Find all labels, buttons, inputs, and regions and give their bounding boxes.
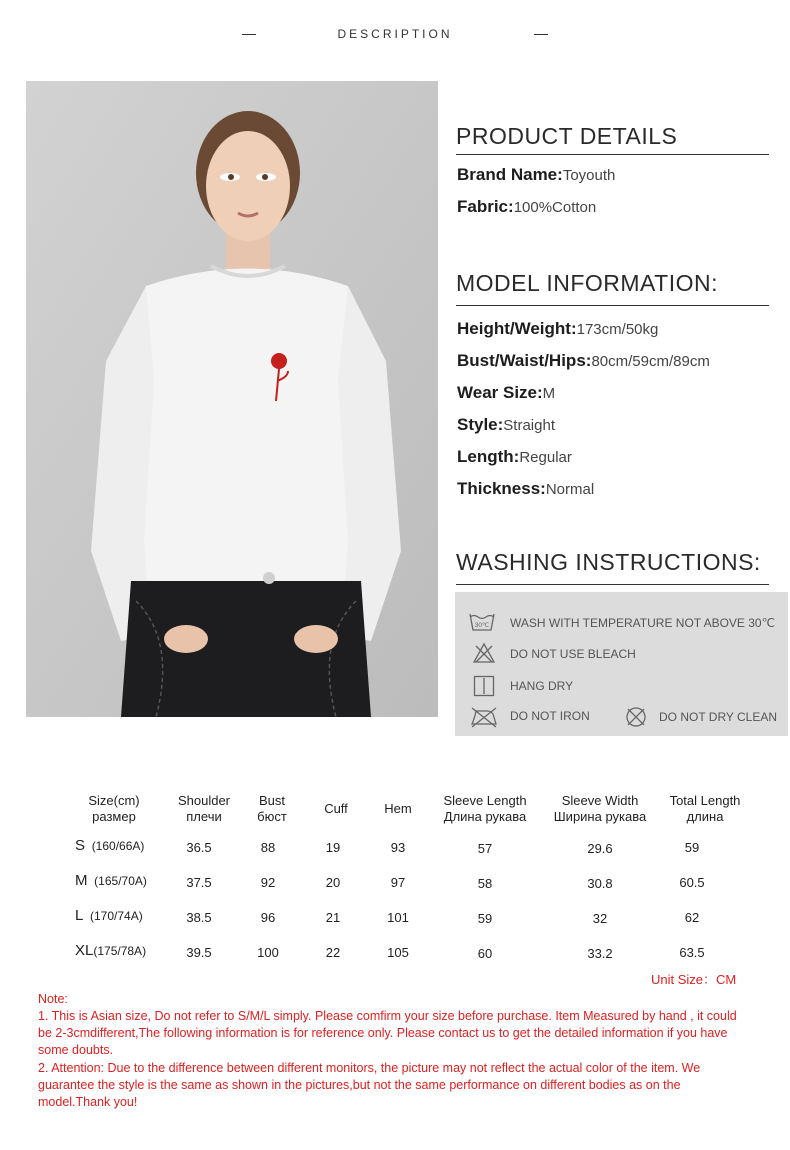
table-cell: 92 bbox=[260, 875, 276, 890]
note-line-2: 2. Attention: Due to the difference between different monitors, the picture may not reflect the actual color of the item. We guarantee the style is the same as shown in the pictures,but not the same performance on different bodies as on the model.Thank you! bbox=[38, 1061, 701, 1109]
fabric-row bbox=[457, 197, 596, 217]
size-table-header-size: Size(cm) размер bbox=[88, 793, 140, 824]
model-info-label: Height/Weight: bbox=[457, 319, 577, 338]
table-cell: 59 bbox=[477, 911, 493, 926]
table-cell: 20 bbox=[325, 875, 341, 890]
unit-size-label: Unit Size：CM bbox=[651, 972, 737, 987]
model-illustration bbox=[26, 81, 438, 717]
wash-instruction-text: DO NOT USE BLEACH bbox=[510, 647, 636, 661]
table-cell: 88 bbox=[260, 840, 276, 855]
table-cell: 60 bbox=[477, 946, 493, 961]
size-table-header-shoulder: Shoulder плечи bbox=[177, 793, 231, 824]
model-info-value: M bbox=[542, 385, 556, 402]
no-iron-icon bbox=[469, 706, 499, 728]
size-table-header-cuff: Cuff bbox=[324, 801, 348, 816]
model-info-row bbox=[457, 447, 572, 467]
wash-instruction-text: DO NOT DRY CLEAN bbox=[659, 710, 778, 724]
table-cell: 33.2 bbox=[587, 946, 613, 961]
table-cell: 63.5 bbox=[679, 945, 705, 960]
brand-name-label: Brand Name: bbox=[457, 165, 563, 184]
fabric-value: 100%Cotton bbox=[513, 199, 597, 216]
model-info-row bbox=[457, 351, 710, 371]
washing-instructions-title: WASHING INSTRUCTIONS: bbox=[456, 549, 761, 575]
size-label-cell: XL(175/78A) bbox=[75, 942, 147, 959]
model-info-label: Style: bbox=[457, 415, 504, 434]
table-cell: 19 bbox=[325, 840, 341, 855]
brand-name-row bbox=[457, 165, 615, 185]
table-cell: 59 bbox=[684, 840, 700, 855]
size-table-header-bust: Bust бюст bbox=[257, 793, 287, 824]
hang-dry-icon bbox=[473, 675, 495, 697]
table-cell: 60.5 bbox=[679, 875, 705, 890]
model-info-label: Bust/Waist/Hips: bbox=[457, 351, 592, 370]
table-cell: 97 bbox=[390, 875, 406, 890]
no-dry-clean-icon bbox=[625, 706, 647, 728]
size-label-cell: M (165/70A) bbox=[75, 872, 147, 889]
wash-instruction-text: HANG DRY bbox=[510, 679, 574, 693]
model-info-row bbox=[457, 319, 658, 339]
size-label-cell: L (170/74A) bbox=[75, 907, 143, 924]
size-table-header-total-length: Total Length длина bbox=[669, 793, 741, 824]
note-line-1: 1. This is Asian size, Do not refer to S/M/L simply. Please comfirm your size before purchase. Item Measured by hand , it could be 2-3cmdifferent,The following information is for reference only. Please contact us to get the detailed information if you have some doubts. bbox=[38, 1009, 737, 1057]
size-table-header-hem: Hem bbox=[384, 801, 412, 816]
size-table-header-sleeve-width: Sleeve Width Ширина рукава bbox=[553, 793, 647, 824]
table-cell: 105 bbox=[387, 945, 409, 960]
table-cell: 57 bbox=[477, 841, 493, 856]
table-cell: 37.5 bbox=[186, 875, 212, 890]
no-bleach-icon bbox=[473, 642, 495, 664]
table-cell: 100 bbox=[257, 945, 279, 960]
wash-30-icon bbox=[469, 612, 495, 632]
washing-instructions-panel bbox=[455, 592, 788, 736]
section-divider bbox=[456, 154, 769, 155]
wash-instruction-text: WASH WITH TEMPERATURE NOT ABOVE 30℃ bbox=[510, 616, 776, 630]
model-info-row bbox=[457, 383, 555, 403]
table-cell: 36.5 bbox=[186, 840, 212, 855]
table-cell: 29.6 bbox=[587, 841, 613, 856]
fabric-label: Fabric: bbox=[457, 197, 514, 216]
table-cell: 38.5 bbox=[186, 910, 212, 925]
wash-temp-icon-text: 30℃ bbox=[474, 622, 490, 629]
size-label-cell: S (160/66A) bbox=[75, 837, 145, 854]
model-information-title: MODEL INFORMATION: bbox=[456, 270, 718, 296]
product-photo bbox=[26, 81, 438, 717]
model-info-label: Thickness: bbox=[457, 479, 546, 498]
model-info-label: Length: bbox=[457, 447, 520, 466]
model-info-value: 80cm/59cm/89cm bbox=[591, 353, 710, 370]
page-title: DESCRIPTION bbox=[337, 27, 453, 41]
table-cell: 32 bbox=[592, 911, 608, 926]
model-info-value: Straight bbox=[503, 417, 555, 434]
table-cell: 96 bbox=[260, 910, 276, 925]
model-info-label: Wear Size: bbox=[457, 383, 543, 402]
brand-name-value: Toyouth bbox=[562, 167, 616, 184]
note-title: Note: bbox=[38, 992, 68, 1006]
wash-instruction-text: DO NOT IRON bbox=[510, 709, 590, 723]
section-divider bbox=[456, 584, 769, 585]
model-info-value: 173cm/50kg bbox=[576, 321, 659, 338]
size-table-header-sleeve-length: Sleeve Length Длина рукава bbox=[443, 793, 527, 824]
table-cell: 62 bbox=[684, 910, 700, 925]
product-details-title: PRODUCT DETAILS bbox=[456, 123, 678, 149]
header-dash-right bbox=[534, 34, 548, 35]
model-info-row bbox=[457, 479, 594, 499]
model-info-value: Normal bbox=[545, 481, 595, 498]
table-cell: 101 bbox=[387, 910, 409, 925]
model-info-value: Regular bbox=[519, 449, 572, 466]
table-cell: 21 bbox=[325, 910, 341, 925]
model-info-row bbox=[457, 415, 555, 435]
table-cell: 93 bbox=[390, 840, 406, 855]
table-cell: 30.8 bbox=[587, 876, 613, 891]
table-cell: 58 bbox=[477, 876, 493, 891]
table-cell: 22 bbox=[325, 945, 341, 960]
table-cell: 39.5 bbox=[186, 945, 212, 960]
section-divider bbox=[456, 305, 769, 306]
